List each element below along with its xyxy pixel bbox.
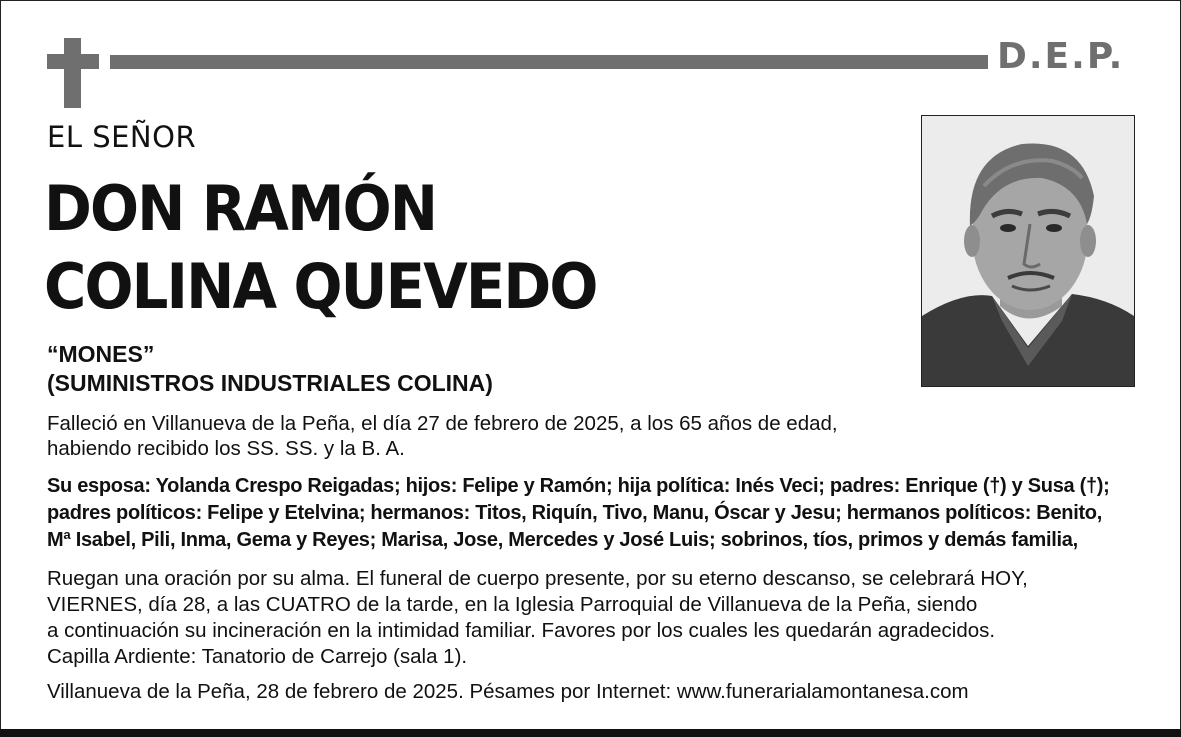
- dep-label: D.E.P.: [997, 36, 1125, 77]
- company-name: (SUMINISTROS INDUSTRIALES COLINA): [47, 370, 493, 396]
- death-notice-line1: Falleció en Villanueva de la Peña, el día 27 de febrero de 2025, a los 65 años de edad,: [47, 412, 838, 435]
- footer-text: Villanueva de la Peña, 28 de febrero de 2025. Pésames por Internet: www.funerarialamontanesa.com: [47, 680, 969, 703]
- funeral-line1: Ruegan una oración por su alma. El funeral de cuerpo presente, por su eterno descanso, se celebrará HOY,: [47, 567, 1028, 590]
- latin-cross-icon: [47, 38, 99, 108]
- deceased-name: [44, 170, 597, 326]
- honorific-title: EL SEÑOR: [47, 120, 197, 154]
- family-line1: Su esposa: Yolanda Crespo Reigadas; hijos: Felipe y Ramón; hija política: Inés Veci; padres: Enrique (†) y Susa (†);: [47, 475, 1110, 497]
- nickname: “MONES”: [47, 341, 155, 367]
- family-line3: Mª Isabel, Pili, Inma, Gema y Reyes; Marisa, Jose, Mercedes y José Luis; sobrinos, tíos, primos y demás familia,: [47, 529, 1078, 551]
- header-rule: [110, 55, 988, 69]
- deceased-name-line1: DON RAMÓN: [44, 172, 437, 245]
- funeral-line4: Capilla Ardiente: Tanatorio de Carrejo (sala 1).: [47, 645, 468, 668]
- portrait-photo: [921, 115, 1135, 387]
- deceased-name-line2: COLINA QUEVEDO: [44, 250, 597, 323]
- bottom-bar: [0, 729, 1181, 737]
- funeral-line2: VIERNES, día 28, a las CUATRO de la tarde, en la Iglesia Parroquial de Villanueva de la Peña, siendo: [47, 593, 978, 616]
- death-notice-line2: habiendo recibido los SS. SS. y la B. A.: [47, 437, 405, 460]
- family-line2: padres políticos: Felipe y Etelvina; hermanos: Titos, Riquín, Tivo, Manu, Óscar y Jesu; hermanos políticos: Benito,: [47, 502, 1102, 524]
- funeral-line3: a continuación su incineración en la intimidad familiar. Favores por los cuales les quedarán agradecidos.: [47, 619, 996, 642]
